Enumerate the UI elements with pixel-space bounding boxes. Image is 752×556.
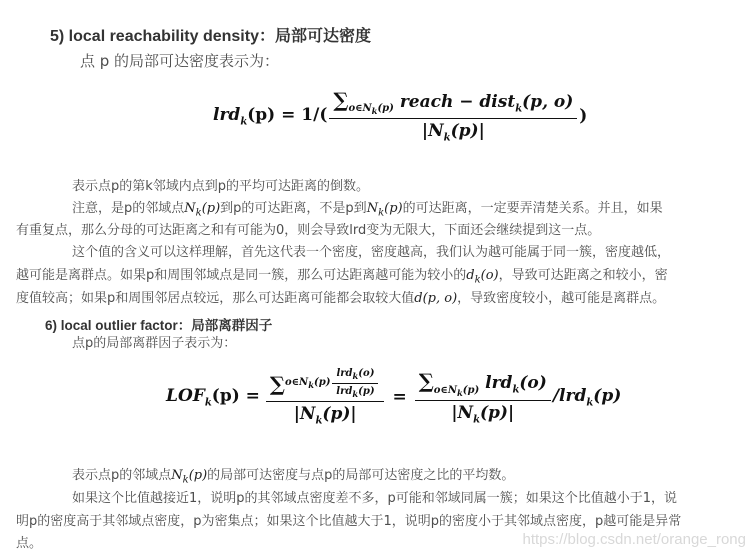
- section5-para3-line2: 越可能是离群点。如果p和周围邻域点是同一簇，那么可达距离越可能为较小的$d_k(o)$，导致可达距离之和较小，密: [16, 268, 668, 286]
- section5-para3-line3: 度值较高；如果p和周围邻居点较远，那么可达距离可能都会取较大值d(p, o)，导致密度较小，越可能是离群点。: [16, 291, 666, 306]
- section6-para2-line3: 点。: [16, 536, 43, 551]
- section6-heading: 6) local outlier factor：局部离群因子: [45, 318, 273, 333]
- section5-intro: 点 p 的局部可达密度表示为：: [80, 52, 280, 70]
- section5-para2-line1: 注意，是p的邻域点$N_k(p)$到p的可达距离，不是p到$N_k(p)$的可达距离，一定要弄清楚关系。并且，如果: [72, 201, 663, 219]
- watermark: https://blog.csdn.net/orange_rong: [522, 531, 746, 548]
- lof-formula: $LOF_k(p)$ = ∑ $o\in N_k(p)$ $\frac{lrd_k(o)}{lrd_k(p)}$ $|N_k(p)|$ = $\frac{\sum_{o\in N_k(p)} lrd_k(o)}{|N_k(p)|}$ /lrd$_k$(p): [166, 368, 622, 427]
- lrd-lhs: lrd$_k$(p) = 1/(: [213, 104, 328, 128]
- section6-para1: 表示点p的邻域点$N_k(p)$的局部可达密度与点p的局部可达密度之比的平均数。: [72, 468, 515, 486]
- section6-para2-line2: 明p的密度高于其邻域点密度，p为密集点；如果这个比值越大于1，说明p的密度小于其邻域点密度，p越可能是异常: [16, 514, 682, 529]
- lrd-formula: lrd$_k$(p) = 1/( $\frac{\sum_{o\in N_k(p)} reach - dist_k(p, o)}{|N_k(p)|}$ ): [213, 88, 588, 144]
- section5-para3-line1: 这个值的含义可以这样理解，首先这代表一个密度，密度越高，我们认为越可能属于同一簇，密度越低，: [72, 245, 671, 260]
- section5-heading: 5) local reachability density：局部可达密度: [50, 28, 371, 45]
- section5-para2-line2: 有重复点，那么分母的可达距离之和有可能为0，则会导致lrd变为无限大，下面还会继续提到这一点。: [16, 223, 601, 238]
- section5-para1: 表示点p的第k邻域内点到p的平均可达距离的倒数。: [72, 179, 370, 194]
- section6-para2-line1: 如果这个比值越接近1，说明p的其邻域点密度差不多，p可能和邻域同属一簇；如果这个比值越小于1，说: [72, 491, 678, 506]
- section6-intro: 点p的局部离群因子表示为：: [72, 336, 237, 351]
- lrd-fraction: $\frac{\sum_{o\in N_k(p)} reach - dist_k(p, o)}{|N_k(p)|}$: [329, 88, 577, 144]
